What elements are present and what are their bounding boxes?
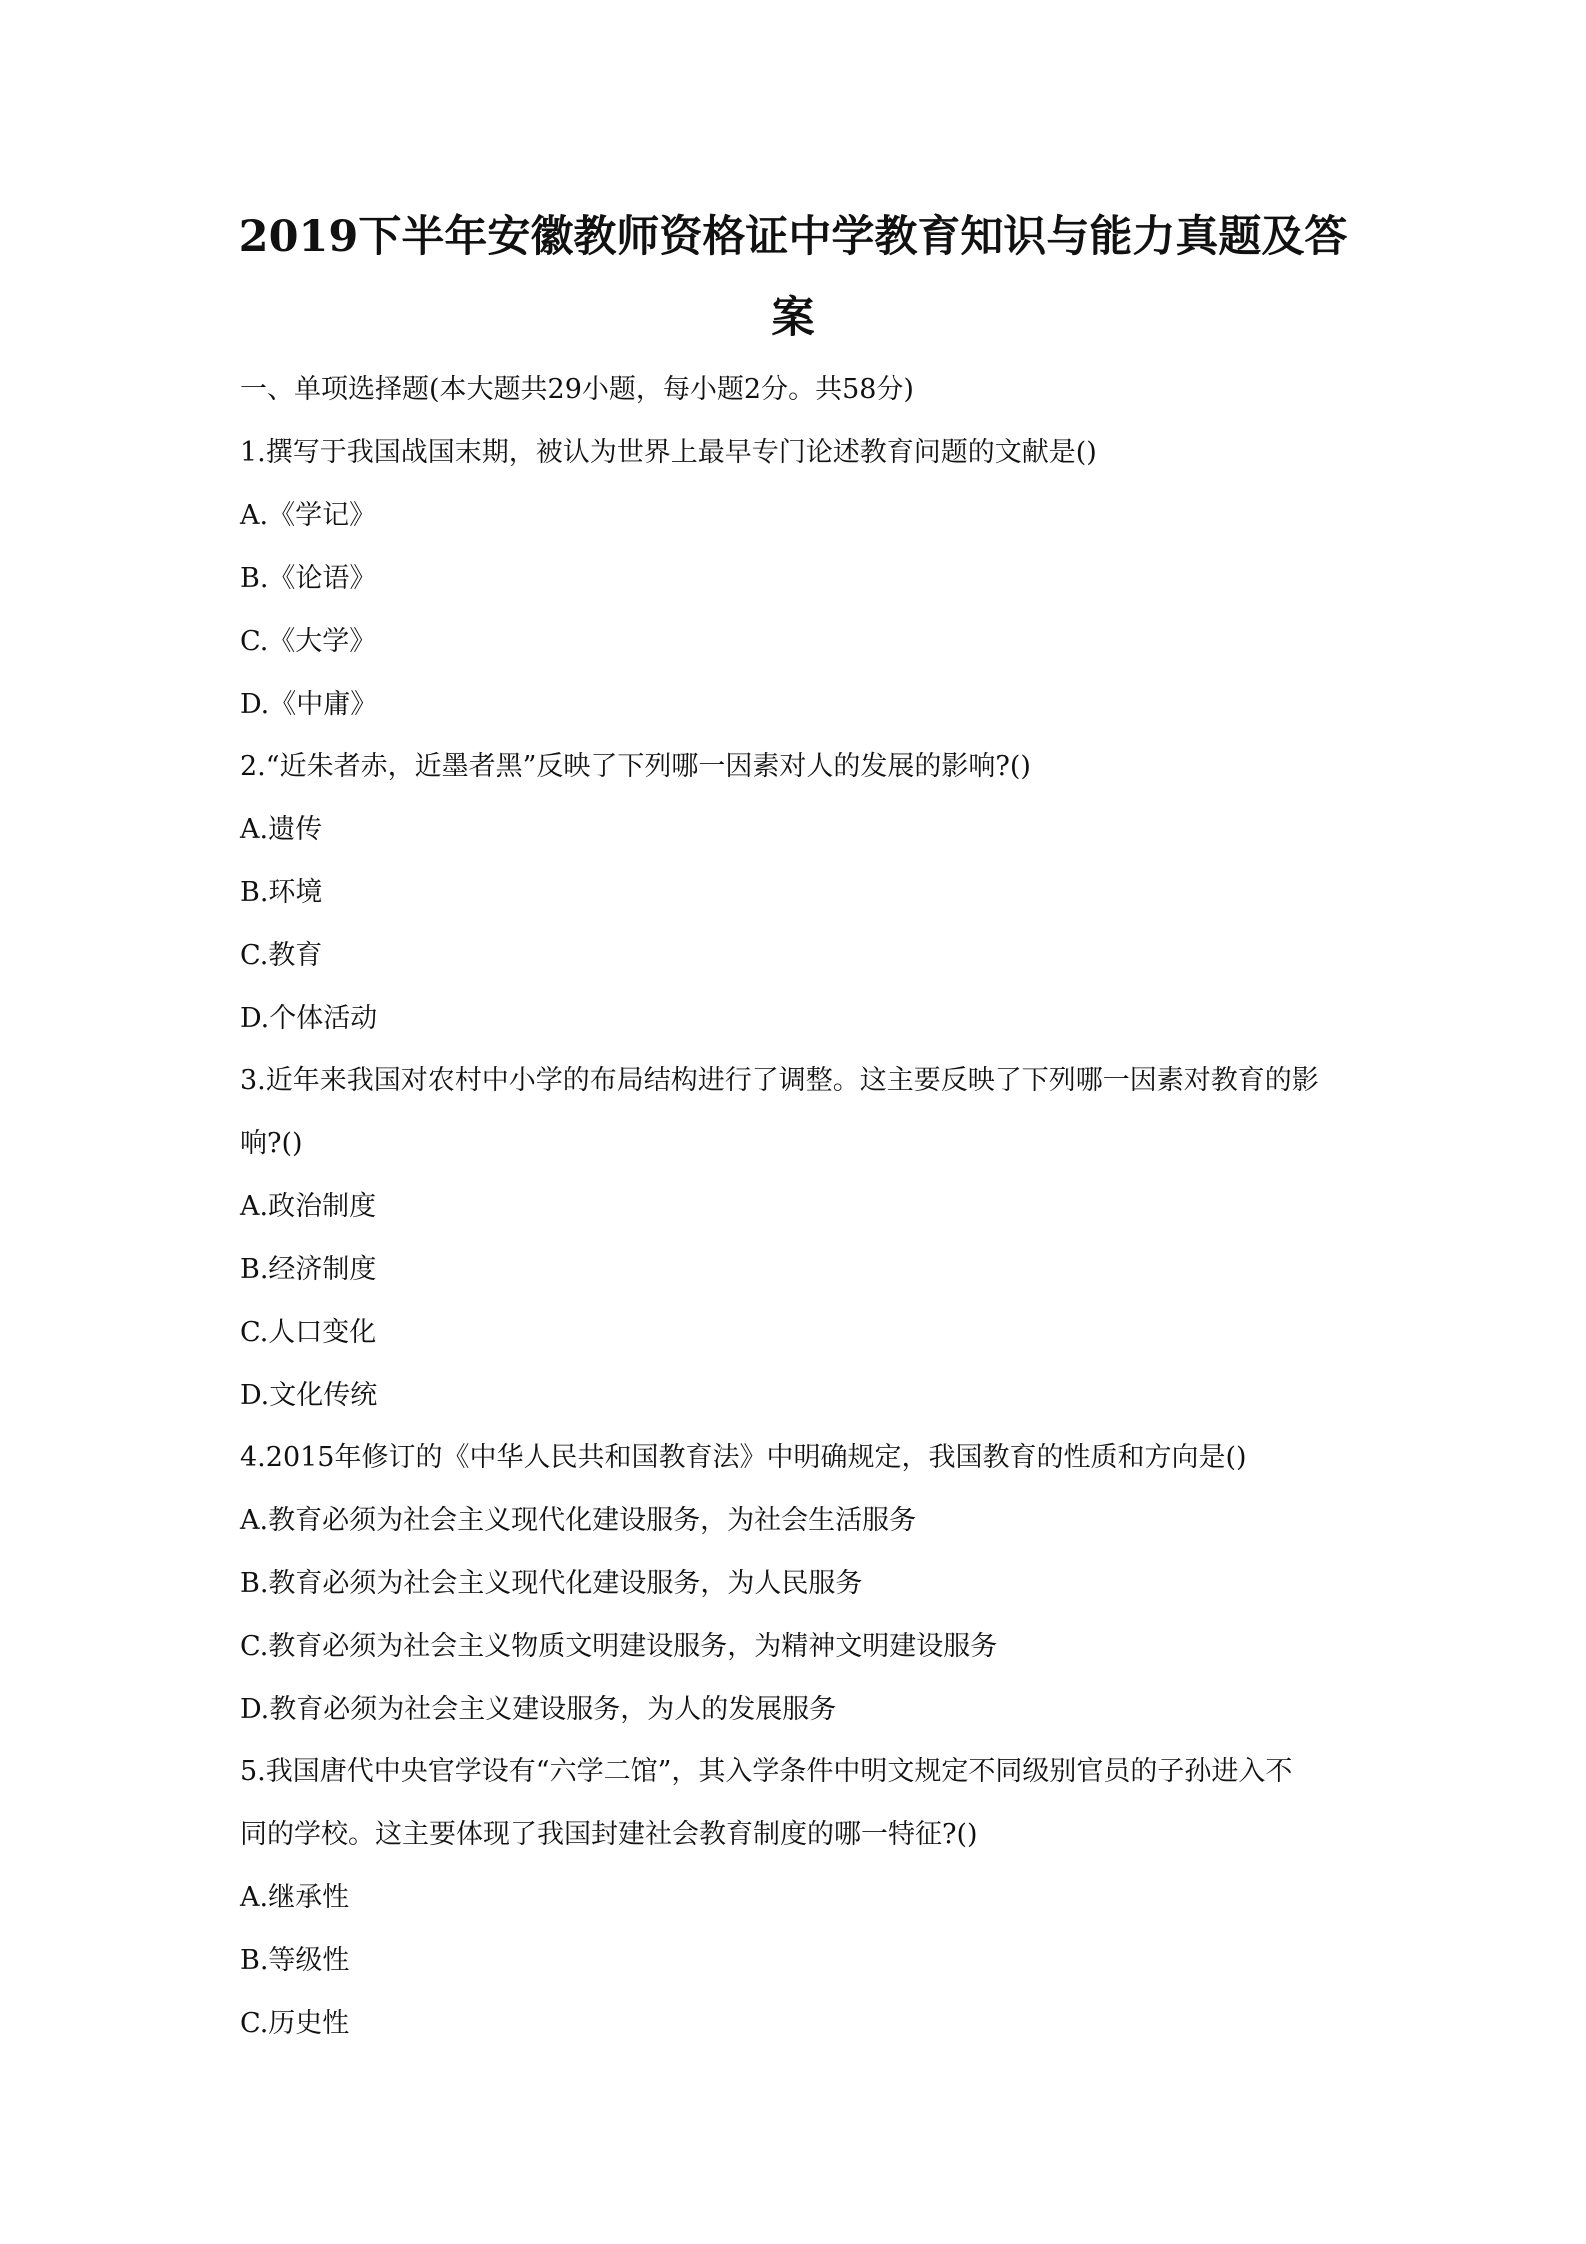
question-2-option-d: D.个体活动: [240, 1003, 378, 1034]
question-5-option-b: B.等级性: [240, 1945, 350, 1976]
question-3-option-c: C.人口变化: [240, 1317, 377, 1348]
question-5-stem-line-1: 5.我国唐代中央官学设有“六学二馆”，其入学条件中明文规定不同级别官员的子孙进入不: [240, 1756, 1293, 1787]
document-title-line-1: 2019下半年安徽教师资格证中学教育知识与能力真题及答: [238, 212, 1348, 262]
document-title-line-2: 案: [771, 293, 815, 343]
question-4-option-a: A.教育必须为社会主义现代化建设服务，为社会生活服务: [240, 1505, 917, 1536]
question-2-option-c: C.教育: [240, 940, 323, 971]
question-5-option-a: A.继承性: [240, 1882, 350, 1913]
question-3-option-a: A.政治制度: [240, 1191, 377, 1222]
question-1-option-d: D.《中庸》: [240, 689, 378, 720]
question-4-stem: 4.2015年修订的《中华人民共和国教育法》中明确规定，我国教育的性质和方向是(): [240, 1442, 1247, 1473]
section-header: 一、单项选择题(本大题共29小题，每小题2分。共58分): [240, 374, 914, 405]
question-2-stem: 2.“近朱者赤，近墨者黑”反映了下列哪一因素对人的发展的影响?(): [240, 751, 1031, 782]
question-4-option-b: B.教育必须为社会主义现代化建设服务，为人民服务: [240, 1568, 863, 1599]
question-1-option-c: C.《大学》: [240, 626, 377, 657]
question-3-option-b: B.经济制度: [240, 1254, 377, 1285]
question-4-option-c: C.教育必须为社会主义物质文明建设服务，为精神文明建设服务: [240, 1631, 998, 1662]
question-4-option-d: D.教育必须为社会主义建设服务，为人的发展服务: [240, 1694, 837, 1725]
question-2-option-b: B.环境: [240, 877, 323, 908]
question-3-option-d: D.文化传统: [240, 1380, 378, 1411]
question-3-stem-line-2: 响?(): [240, 1128, 303, 1159]
question-1-stem: 1.撰写于我国战国末期，被认为世界上最早专门论述教育问题的文献是(): [240, 437, 1097, 468]
question-5-option-c: C.历史性: [240, 2008, 350, 2039]
question-2-option-a: A.遗传: [240, 814, 323, 845]
question-3-stem-line-1: 3.近年来我国对农村中小学的布局结构进行了调整。这主要反映了下列哪一因素对教育的影: [240, 1065, 1319, 1096]
question-1-option-b: B.《论语》: [240, 563, 377, 594]
question-5-stem-line-2: 同的学校。这主要体现了我国封建社会教育制度的哪一特征?(): [240, 1819, 978, 1850]
question-1-option-a: A.《学记》: [240, 500, 377, 531]
